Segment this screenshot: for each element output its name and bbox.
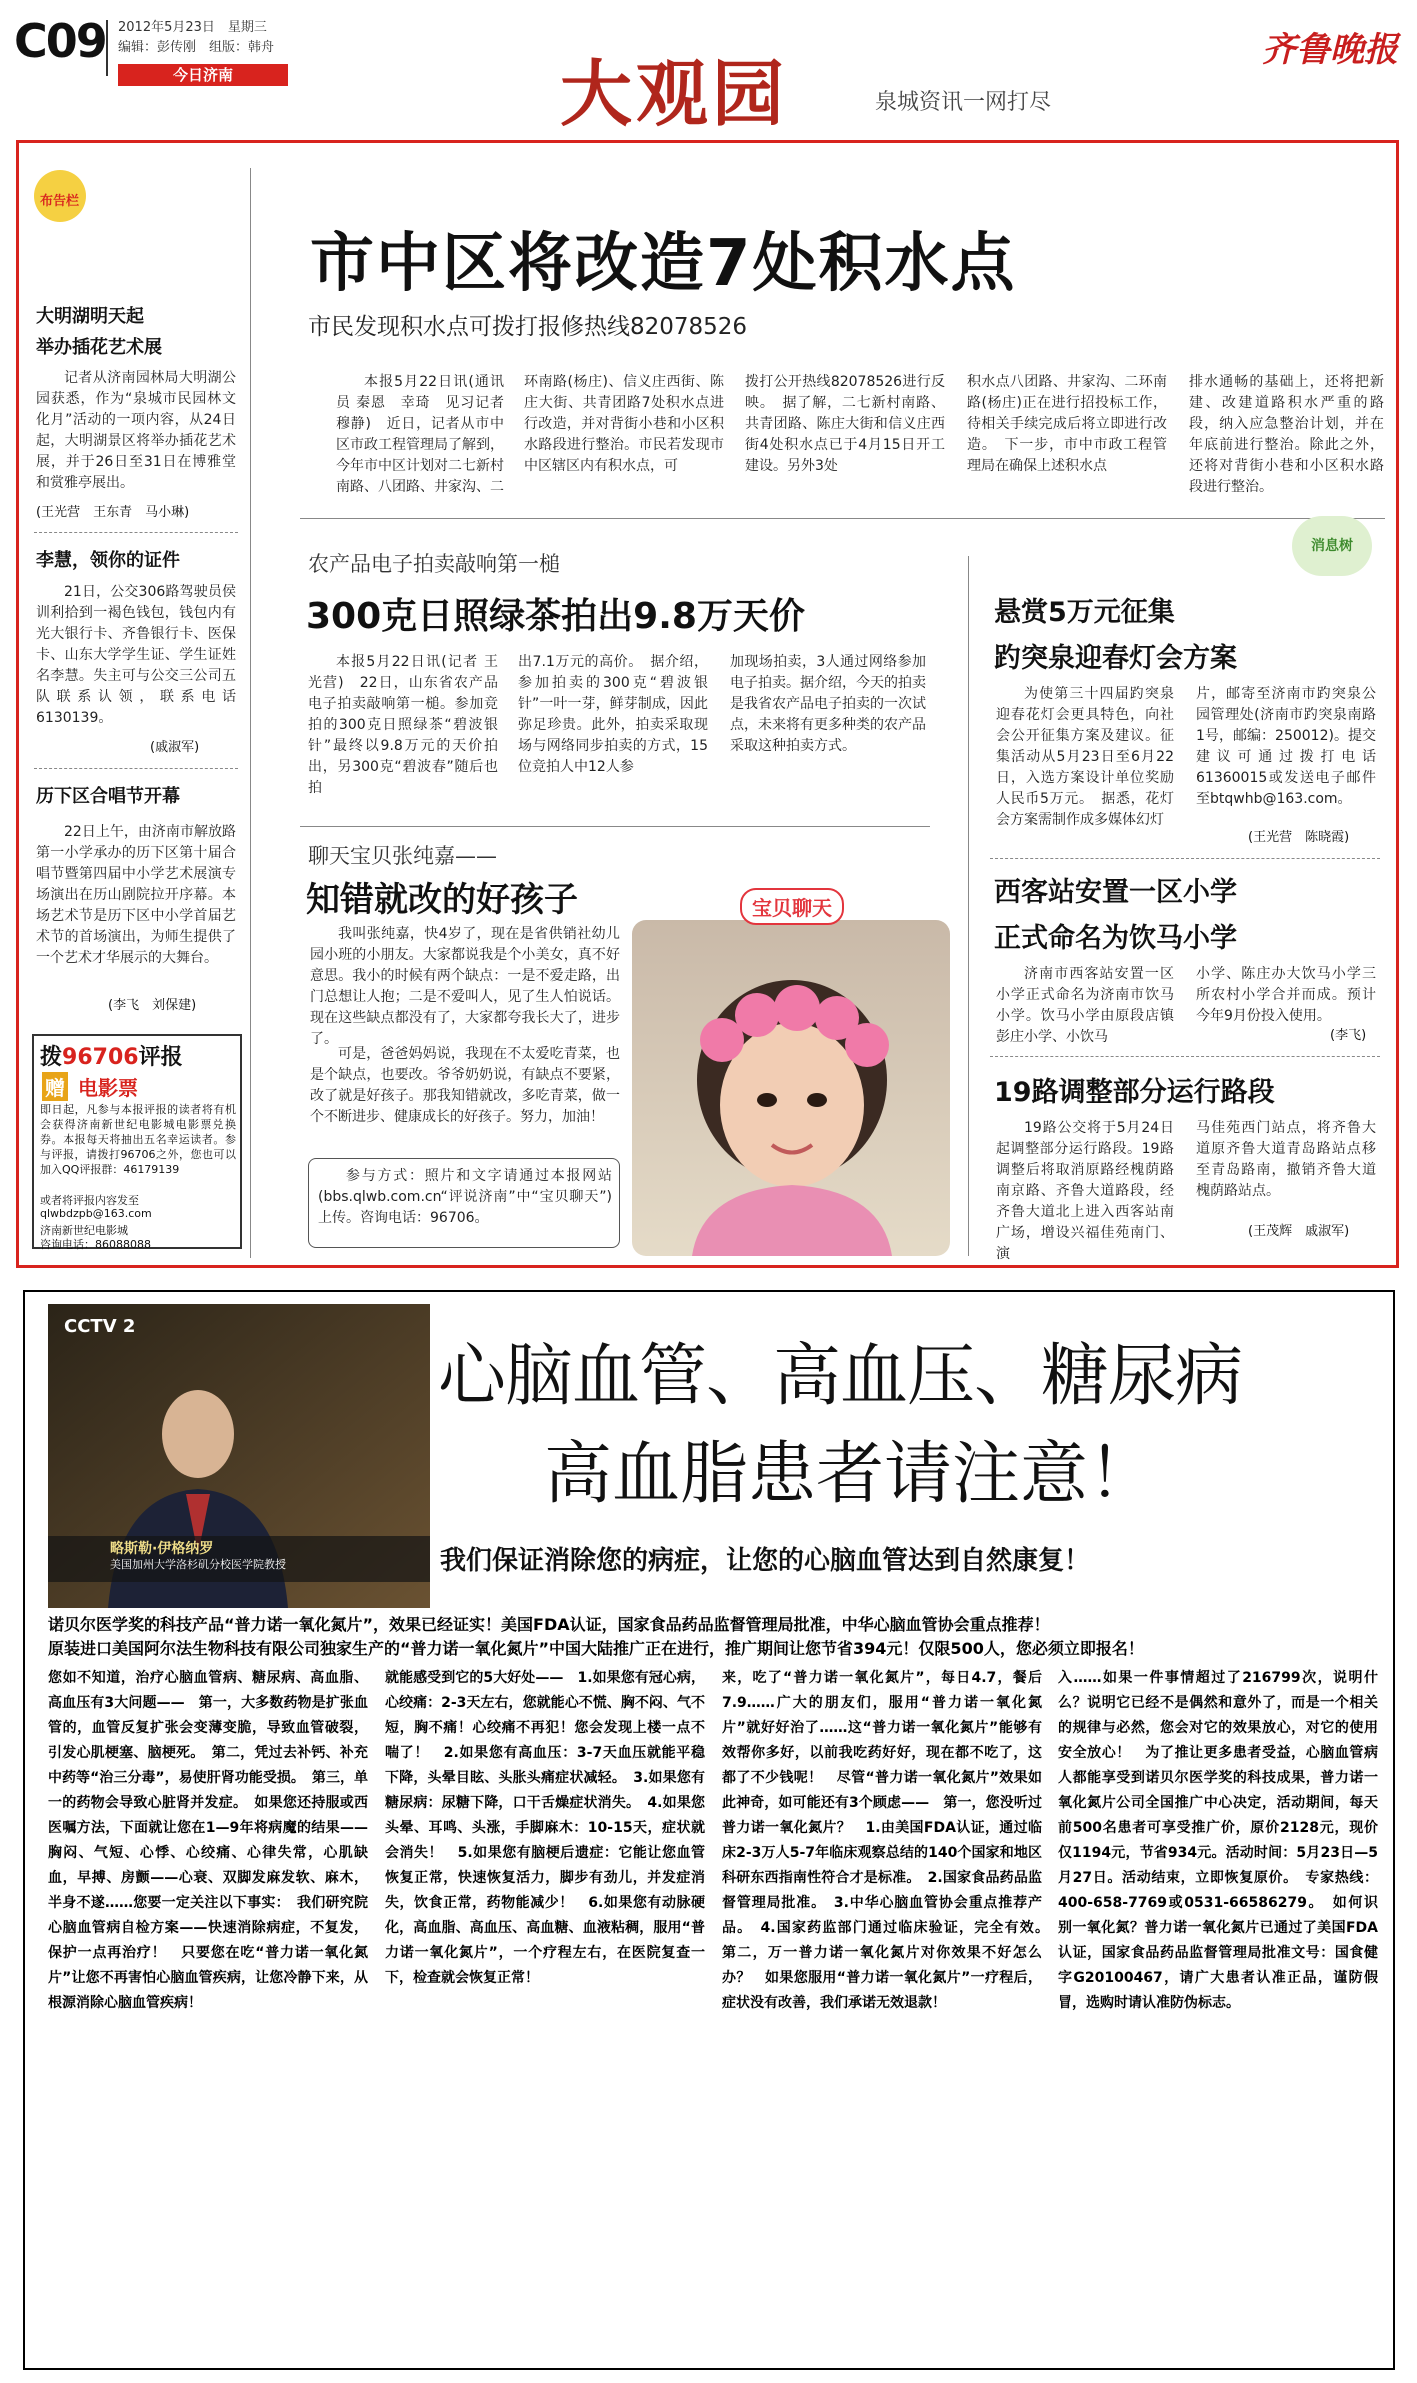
kid-headline: 知错就改的好孩子 bbox=[306, 880, 578, 920]
gift-badge: 赠 bbox=[42, 1072, 68, 1101]
hotline-email-label: 或者将评报内容发至 bbox=[40, 1194, 139, 1207]
tv-caption-title: 美国加州大学洛杉矶分校医学院教授 bbox=[110, 1558, 286, 1571]
editor-credits: 编辑：彭传刚 组版：韩舟 bbox=[118, 40, 275, 55]
r2-title-line2: 正式命名为饮马小学 bbox=[994, 923, 1237, 954]
r2-byline: (李飞) bbox=[1330, 1028, 1367, 1043]
divider bbox=[34, 768, 238, 769]
ad-headline-line2: 高血脂患者请注意！ bbox=[544, 1435, 1157, 1514]
masthead-tagline: 泉城资讯一网打尽 bbox=[875, 90, 1052, 115]
divider bbox=[34, 532, 238, 533]
notice-board-badge: 布告栏 bbox=[40, 194, 80, 209]
lead-col-4: 积水点八团路、井家沟、二环南路(杨庄)正在进行招投标工作，待相关手续完成后将立即进行改造。 下一步，市中市政工程管理局在确保上述积水点 bbox=[967, 374, 1167, 474]
divider bbox=[990, 858, 1380, 859]
ad-subheadline: 我们保证消除您的病症，让您的心脑血管达到自然康复！ bbox=[440, 1546, 1091, 1576]
baby-chat-badge: 宝贝聊天 bbox=[740, 888, 844, 925]
hotline-prize: 电影票 bbox=[78, 1076, 138, 1100]
divider bbox=[990, 1056, 1380, 1057]
hotline-email[interactable]: qlwbdzpb@163.com bbox=[40, 1207, 152, 1220]
header-divider bbox=[106, 20, 108, 76]
ad-banner-line2: 原装进口美国阿尔法生物科技有限公司独家生产的“普力诺一氧化氮片”中国大陆推广正在进行，推广期间让您节省394元！仅限500人，您必须立即报名！ bbox=[48, 1639, 1144, 1658]
issue-date: 2012年5月23日 星期三 bbox=[118, 20, 267, 35]
r3-title: 19路调整部分运行路段 bbox=[994, 1077, 1275, 1108]
r2-title-line1: 西客站安置一区小学 bbox=[994, 877, 1237, 908]
page-number: C09 bbox=[14, 14, 106, 68]
r1-title-line1: 悬赏5万元征集 bbox=[994, 597, 1175, 628]
hotline-title-post: 评报 bbox=[138, 1045, 183, 1070]
brief2-title: 李慧，领你的证件 bbox=[36, 550, 180, 571]
tea-col-2: 出7.1万元的高价。 据介绍，参加拍卖的300克“碧波银针”一叶一芽，鲜芽制成，因此弥足珍贵。此外，拍卖采取现场与网络同步拍卖的方式，15位竞拍人中12人参 bbox=[518, 654, 708, 775]
ad-col-1: 您如不知道，治疗心脑血管病、糖尿病、高血脂、高血压有3大问题—— 第一，大多数药物是扩张血管的，血管反复扩张会变薄变脆，导致血管破裂，引发心肌梗塞、脑梗死。 第二，凭过去补钙、补充中药等“治三分毒”，易使肝肾功能受损。 第三，单一的药物会导致心脏肾并发症。 如果您还持服或西医嘱方法，下面就让您在1—9年将病魔的结果—— 胸闷、气短、心悸、心绞痛、心律失常，心肌缺血，早搏、房颤——心衰、双脚发麻发软、麻木，半身不遂……您要一定关注以下事实： 我们研究院心脑血管病自检方案——快速消除病症，不复发，保护一点再治疗！ 只要您在吃“普力诺一氧化氮片”让您不再害怕心脑血管疾病，让您冷静下来，从根源消除心脑血管疾病！ bbox=[48, 1670, 382, 2011]
kid-participation: 参与方式：照片和文字请通过本报网站(bbs.qlwb.com.cn“评说济南”中“宝贝聊天”)上传。咨询电话：96706。 bbox=[318, 1168, 612, 1226]
column-rule bbox=[250, 168, 251, 1258]
section-tag: 今日济南 bbox=[118, 64, 288, 86]
tea-kicker: 农产品电子拍卖敲响第一槌 bbox=[308, 552, 560, 576]
brief3-body: 22日上午，由济南市解放路第一小学承办的历下区第十届合唱节暨第四届中小学艺术展演专场演出在历山剧院拉开序幕。本场艺术节是历下区中小学首届艺术节的首场演出，为师生提供了一个艺术才华展示的大舞台。 bbox=[36, 824, 236, 966]
r2-col-2: 小学、陈庄办大饮马小学三所农村小学合并而成。预计今年9月份投入使用。 bbox=[1196, 966, 1376, 1024]
lead-headline: 市中区将改造7处积水点 bbox=[310, 227, 1017, 301]
news-tree-badge-label: 消息树 bbox=[1311, 538, 1353, 554]
tea-col-1: 本报5月22日讯(记者 王光营) 22日，山东省农产品电子拍卖敲响第一槌。参加竞拍的300克日照绿茶“碧波银针”最终以9.8万元的天价拍出，另300克“碧波春”随后也拍 bbox=[308, 654, 498, 796]
brief3-title: 历下区合唱节开幕 bbox=[36, 786, 180, 807]
brief1-body: 记者从济南园林局大明湖公园获悉，作为“泉城市民园林文化月”活动的一项内容，从24日起，大明湖景区将举办插花艺术展，并于26日至31日在博雅堂和赏雅亭展出。 bbox=[36, 370, 236, 491]
paper-logo: 齐鲁晚报 bbox=[1262, 30, 1398, 70]
column-rule bbox=[968, 556, 969, 1256]
kid-paragraph-1: 我叫张纯嘉，快4岁了，现在是省供销社幼儿园小班的小朋友。大家都说我是个小美女，真不好意思。我小的时候有两个缺点：一是不爱走路，出门总想让人抱；二是不爱叫人，见了生人怕说话。现在这些缺点都没有了，大家都夸我长大了，进步了。 bbox=[310, 926, 620, 1047]
brief2-body: 21日，公交306路驾驶员侯训利拾到一褐色钱包，钱包内有光大银行卡、齐鲁银行卡、医保卡、山东大学学生证、学生证姓名李慧。失主可与公交三公司五队联系认领，联系电话6130139。 bbox=[36, 584, 236, 726]
lead-subheadline: 市民发现积水点可拨打报修热线82078526 bbox=[308, 314, 748, 340]
ad-col-2: 就能感受到它的5大好处—— 1.如果您有冠心病，心绞痛：2-3天左右，您就能心不慌、胸不闷、气不短，胸不痛！心绞痛不再犯！您会发现上楼一点不喘了！ 2.如果您有高血压：3-7天血压就能平稳下降，头晕目眩、头胀头痛症状减轻。 3.如果您有糖尿病：尿糖下降，口干舌燥症状消失。 4.如果您头晕、耳鸣、头涨，手脚麻木：10-15天，症状就会消失！ 5.如果您有脑梗后遗症：它能让您血管恢复正常，快速恢复活力，脚步有劲儿，并发症消失，饮食正常，药物能减少！ 6.如果您有动脉硬化，高血脂、高血压、高血糖、血液粘稠，服用“普力诺一氧化氮片”，一个疗程左右，在医院复查一下，检查就会恢复正常！ bbox=[385, 1670, 705, 1986]
ad-col-3: 来，吃了“普力诺一氧化氮片”，每日4.7，餐后7.9……广大的朋友们，服用“普力诺一氧化氮片”就好好治了……这“普力诺一氧化氮片”能够有效帮你多好，以前我吃药好好，现在都不吃了，这都了不少钱呢！ 尽管“普力诺一氧化氮片”效果如此神奇，如可能还有3个顾虑—— 第一，您没听过普力诺一氧化氮片？ 1.由美国FDA认证，通过临床2-3万人5-7年临床观察总结的140个国家和地区科研东西指南性符合才是标准。 2.国家食品药品监督管理局批准。 3.中华心脑血管协会重点推荐产品。 4.国家药监部门通过临床验证，完全有效。 第二，万一普力诺一氧化氮片对你效果不好怎么办？ 如果您服用“普力诺一氧化氮片”一疗程后，症状没有改善，我们承诺无效退款！ bbox=[722, 1670, 1056, 2011]
r3-col-2: 马佳苑西门站点，将齐鲁大道原齐鲁大道青岛路站点移至青岛路南，撤销齐鲁大道槐荫路站点。 bbox=[1196, 1120, 1376, 1199]
tv-caption-name: 略斯勒·伊格纳罗 bbox=[110, 1541, 214, 1557]
tea-col-3: 加现场拍卖，3人通过网络参加电子拍卖。据介绍，今天的拍卖是我省农产品电子拍卖的一次试点，未来将有更多种类的农产品采取这种拍卖方式。 bbox=[730, 654, 926, 754]
r2-col-1: 济南市西客站安置一区小学正式命名为济南市饮马小学。饮马小学由原段店镇彭庄小学、小饮马 bbox=[996, 966, 1174, 1045]
kid-kicker: 聊天宝贝张纯嘉—— bbox=[308, 844, 497, 868]
hotline-title-pre: 拨 bbox=[40, 1045, 63, 1070]
masthead: 大观园 bbox=[560, 51, 789, 136]
r1-title-line2: 趵突泉迎春灯会方案 bbox=[994, 643, 1237, 674]
brief1-byline: (王光营 王东青 马小琳) bbox=[36, 505, 190, 520]
hotline-body: 即日起，凡参与本报评报的读者将有机会获得济南新世纪电影城电影票兑换券。本报每天将抽出五名幸运读者。参与评报，请拨打96706之外，您也可以加入QQ评报群：46179139 bbox=[40, 1103, 236, 1176]
brief3-byline: (李飞 刘保建) bbox=[108, 998, 197, 1013]
brief1-title-line2: 举办插花艺术展 bbox=[36, 337, 162, 358]
section-rule bbox=[300, 826, 930, 827]
news-tree-badge bbox=[1292, 516, 1372, 576]
r3-byline: (王茂辉 戚淑军) bbox=[1248, 1224, 1350, 1239]
lead-col-5: 排水通畅的基础上，还将把新建、改建道路积水严重的路段，纳入应急整治计划，并在年底前进行整治。除此之外，还将对背街小巷和小区积水路段进行整治。 bbox=[1189, 374, 1384, 495]
r3-col-1: 19路公交将于5月24日起调整部分运行路段。19路调整后将取消原路经槐荫路南京路、齐鲁大道路段，经齐鲁大道北上进入西客站南广场，增设兴福佳苑南门、演 bbox=[996, 1120, 1174, 1262]
lead-col-3: 拨打公开热线82078526进行反映。 据了解，二七新村南路、共青团路、陈庄大街和信义庄西街4处积水点已于4月15日开工建设。另外3处 bbox=[745, 374, 945, 474]
brief1-title-line1: 大明湖明天起 bbox=[36, 306, 144, 327]
hotline-phone: 咨询电话：86088088 bbox=[40, 1238, 151, 1251]
ad-headline-line1: 心脑血管、高血压、糖尿病 bbox=[438, 1337, 1243, 1416]
lead-col-2: 环南路(杨庄)、信义庄西街、陈庄大街、共青团路7处积水点进行改造，并对背街小巷和小区积水路段进行整治。市民若发现市中区辖区内有积水点，可 bbox=[524, 374, 724, 474]
kid-paragraph-2: 可是，爸爸妈妈说，我现在不太爱吃青菜，也是个缺点，也要改。爷爷奶奶说，有缺点不要紧，改了就是好孩子。那我知错就改，多吃青菜，做一个不断进步、健康成长的好孩子。努力，加油！ bbox=[310, 1046, 620, 1125]
kid-photo bbox=[632, 920, 950, 1256]
tea-headline: 300克日照绿茶拍出9.8万天价 bbox=[306, 596, 805, 637]
brief2-byline: (戚淑军) bbox=[150, 740, 200, 755]
hotline-number: 96706 bbox=[62, 1045, 139, 1070]
lead-col-1: 本报5月22日讯(通讯员 秦恩 幸琦 见习记者 穆静) 近日，记者从市中区市政工程管理局了解到，今年市中区计划对二七新村南路、八团路、井家沟、二 bbox=[336, 374, 504, 495]
tv-channel-logo: CCTV 2 bbox=[64, 1316, 136, 1337]
r1-col-2: 片，邮寄至济南市趵突泉公园管理处(济南市趵突泉南路1号，邮编：250012)。提交建议可通过拨打电话61360015或发送电子邮件至btqwhb@163.com。 bbox=[1196, 686, 1376, 807]
hotline-sponsor: 济南新世纪电影城 bbox=[40, 1224, 128, 1237]
ad-col-4: 入……如果一件事情超过了216799次，说明什么？说明它已经不是偶然和意外了，而是一个相关的规律与必然，您会对它的效果放心，对它的使用安全放心！ 为了推让更多患者受益，心脑血管病人都能享受到诺贝尔医学奖的科技成果，普力诺一氧化氮片公司全国推广中心决定，活动期间，每天前500名患者可享受推广价，原价2128元，现价仅1194元，节省934元。活动时间：5月23日—5月27日。活动结束，立即恢复原价。 专家热线：400-658-7769或0531-66586279。 如何识别一氧化氮？普力诺一氧化氮片已通过了美国FDA认证，国家食品药品监督管理局批准文号：国食健字G20100467，请广大患者认准正品，谨防假冒，选购时请认准防伪标志。 bbox=[1058, 1670, 1378, 2011]
r1-col-1: 为使第三十四届趵突泉迎春花灯会更具特色，向社会公开征集方案及建议。征集活动从5月23日至6月22日，入选方案设计单位奖励人民币5万元。 据悉，花灯会方案需制作成多媒体幻灯 bbox=[996, 686, 1174, 828]
section-rule bbox=[300, 518, 1385, 519]
ad-banner-line1: 诺贝尔医学奖的科技产品“普力诺一氧化氮片”，效果已经证实！美国FDA认证，国家食品药品监督管理局批准，中华心脑血管协会重点推荐！ bbox=[48, 1615, 1050, 1634]
r1-byline: (王光营 陈晓霞) bbox=[1248, 830, 1350, 845]
hotline-title bbox=[40, 1040, 183, 1071]
